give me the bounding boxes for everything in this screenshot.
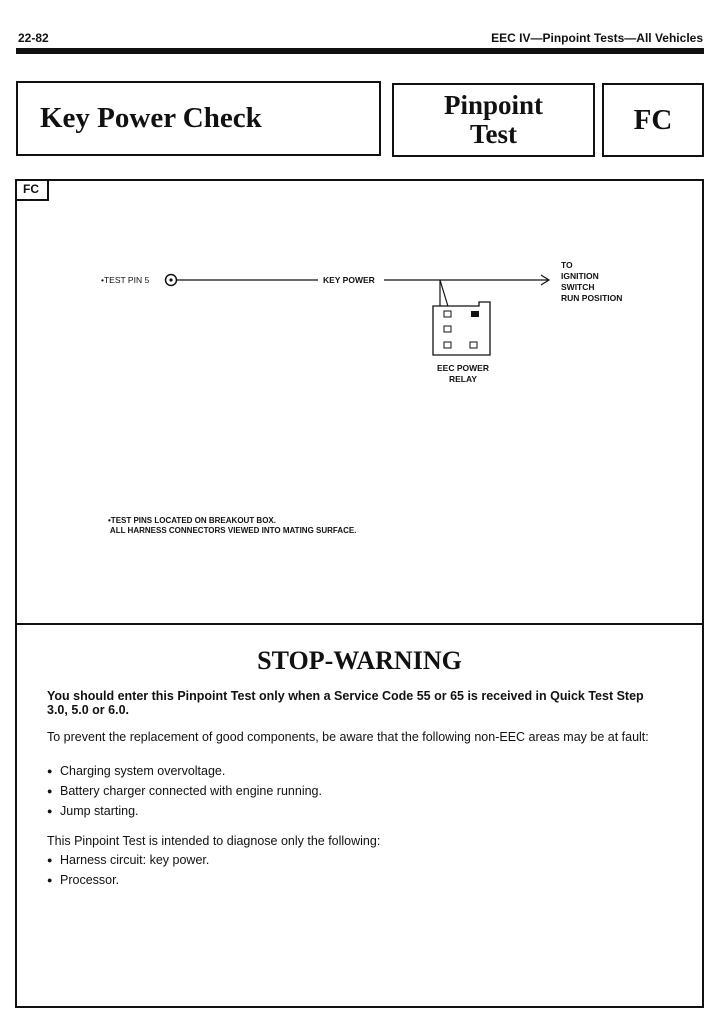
list-item: ● Battery charger connected with engine running.	[47, 784, 667, 804]
diagram-tag: FC	[15, 179, 49, 201]
destination-line-1: TO	[561, 260, 573, 270]
scope-list	[47, 853, 667, 893]
test-title: Key Power Check	[40, 102, 262, 134]
test-pin-icon	[166, 275, 177, 286]
wire-label: KEY POWER	[323, 275, 375, 285]
destination-line-4: RUN POSITION	[561, 293, 623, 303]
relay-label-line-1: EEC POWER	[437, 363, 489, 373]
pinpoint-label-line2: Test	[469, 119, 517, 149]
note-line-1: •TEST PINS LOCATED ON BREAKOUT BOX.	[108, 516, 276, 525]
test-pin-label: •TEST PIN 5	[101, 275, 150, 285]
relay-connector-icon	[433, 302, 490, 355]
destination-line-3: SWITCH	[561, 282, 595, 292]
note-line-2: ALL HARNESS CONNECTORS VIEWED INTO MATING SURFACE.	[108, 526, 357, 535]
page-number: 22-82	[18, 31, 49, 45]
list-item: ● Processor.	[47, 873, 667, 893]
list-item: ● Jump starting.	[47, 804, 667, 824]
panel-divider	[15, 623, 704, 625]
relay-label-line-2: RELAY	[448, 374, 478, 384]
non-eec-list	[47, 764, 667, 824]
warning-title: STOP-WARNING	[257, 646, 462, 675]
running-head: EEC IV—Pinpoint Tests—All Vehicles	[491, 31, 703, 45]
pinpoint-label-line1: Pinpoint	[443, 90, 544, 120]
list-item: ● Charging system overvoltage.	[47, 764, 667, 784]
intro-text: To prevent the replacement of good components, be aware that the following non-EEC areas may be at fault:	[47, 730, 649, 744]
list-item: ● Harness circuit: key power.	[47, 853, 667, 873]
destination-line-2: IGNITION	[561, 271, 599, 281]
diagram-note	[108, 516, 356, 536]
test-code: FC	[633, 103, 673, 136]
scope-intro: This Pinpoint Test is intended to diagnose only the following:	[47, 834, 381, 848]
requirement-text: You should enter this Pinpoint Test only when a Service Code 55 or 65 is received in Quick Test Step 3.0, 5.0 or 6.0.	[47, 689, 644, 717]
